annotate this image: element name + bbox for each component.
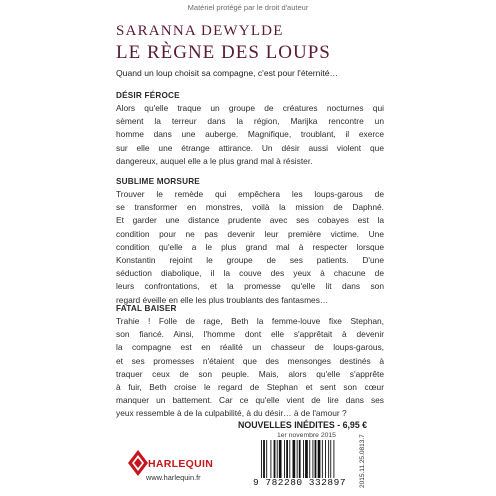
- blurb-line: à fuir, Beth croise le regard de Stephan et sent son cœur: [116, 382, 384, 393]
- barcode-number: 9 782280 332897: [253, 477, 347, 488]
- story-blurb: [116, 188, 384, 307]
- blurb-line: Trouver le remède qui empêchera les loups-garous de: [116, 189, 384, 199]
- barcode-bar: [274, 440, 276, 478]
- blurb-line: condition pour ne pas devenir leur première victime. Une: [116, 228, 384, 239]
- release-date: 1er novembre 2015: [277, 432, 336, 439]
- harlequin-diamond-icon: [128, 450, 148, 476]
- price-label: NOUVELLES INÉDITES - 6,95 €: [238, 420, 368, 430]
- side-code: 2015.11.25.0813.7: [359, 434, 366, 488]
- blurb-line: yeux ressemble à de la culpabilité, à du désir… à de l'amour ?: [116, 408, 347, 419]
- barcode-bars: [261, 440, 361, 478]
- blurb-line: la compagne est en réalité un chasseur de loups-garous,: [116, 342, 384, 353]
- publisher-logo: [128, 444, 214, 488]
- blurb-line: et ses promesses n'étaient que des mensonges destinés à: [116, 355, 384, 366]
- blurb-line: leurs confrontations, et la promesse qu'elle lit dans son: [116, 281, 384, 292]
- barcode-bar: [289, 440, 290, 478]
- barcode-bar: [303, 440, 304, 478]
- barcode-bar: [284, 440, 285, 478]
- barcode-bar: [279, 440, 282, 478]
- blurb-line: traquer ceux de son peuple. Mais, alors qu'elle s'apprête: [116, 368, 384, 379]
- barcode-bar: [315, 440, 317, 478]
- barcode-bar: [318, 440, 321, 478]
- barcode-bar: [305, 440, 308, 478]
- story-blurb: [116, 102, 384, 168]
- blurb-line: séduction diabolique, il la couve des yeux à chacune de: [116, 268, 384, 279]
- barcode-bar: [297, 440, 298, 478]
- blurb-line: Trahie ! Folle de rage, Beth la femme-louve fixe Stephan,: [116, 316, 384, 326]
- blurb-line: sur elle une étrange attirance. Un désir aussi violent que: [116, 142, 384, 153]
- blurb-line: son fiancé. Ainsi, l'homme dont elle s'apprêtait à devenir: [116, 329, 384, 340]
- blurb-line: sèment la terreur dans la région, Marijka rencontre un: [116, 116, 384, 127]
- tagline: Quand un loup choisit sa compagne, c'est pour l'éternité…: [116, 68, 339, 78]
- story-section-desir-feroce: [116, 91, 384, 168]
- blurb-line: Et garder une distance prudente avec ses cobayes est la: [116, 215, 384, 226]
- barcode-bar: [322, 440, 323, 478]
- blurb-line: homme dans une auberge. Magnifique, troublant, il exerce: [116, 129, 384, 140]
- barcode: [253, 440, 363, 488]
- series-title: LE RÈGNE DES LOUPS: [116, 42, 331, 63]
- story-heading: FATAL BAISER: [116, 304, 177, 313]
- story-blurb: [116, 315, 384, 421]
- barcode-bar: [330, 440, 331, 478]
- copyright-notice: Matériel protégé par le droit d'auteur: [187, 3, 309, 12]
- barcode-bar: [266, 440, 267, 478]
- blurb-line: dangereux, auquel elle a le plus grand mal à résister.: [116, 155, 313, 166]
- barcode-bar: [299, 440, 301, 478]
- blurb-line: se transformer en monstres, voilà la mission de Daphné.: [116, 202, 384, 213]
- story-heading: SUBLIME MORSURE: [116, 177, 200, 186]
- publisher-name: HARLEQUIN: [148, 458, 214, 470]
- barcode-bar: [325, 440, 326, 478]
- blurb-line: Alors qu'elle traque un groupe de créatures nocturnes qui: [116, 103, 384, 113]
- author-name: SARANNA DEWYLDE: [116, 23, 284, 39]
- barcode-bar: [263, 440, 265, 478]
- publisher-url[interactable]: www.harlequin.fr: [146, 473, 201, 482]
- blurb-line: manquer un battement. Car ce qu'elle vient de lire dans ses: [116, 395, 384, 406]
- blurb-line: regard éveille en elle les plus troublants des fantasmes…: [116, 294, 329, 305]
- barcode-bar: [333, 440, 334, 478]
- story-section-fatal-baiser: [116, 304, 384, 421]
- book-back-cover: [110, 0, 386, 496]
- blurb-line: Konstantin rejoint le groupe de ses patients. D'une: [116, 255, 384, 266]
- story-heading: DÉSIR FÉROCE: [116, 91, 180, 100]
- barcode-bar: [270, 440, 271, 478]
- story-section-sublime-morsure: [116, 177, 384, 307]
- barcode-bar: [293, 440, 296, 478]
- barcode-bar: [286, 440, 288, 478]
- barcode-bar: [261, 440, 262, 478]
- blurb-line: condition qu'elle a le plus grand mal à respecter lorsque: [116, 241, 384, 252]
- barcode-bar: [312, 440, 313, 478]
- barcode-bar: [309, 440, 310, 478]
- barcode-bar: [277, 440, 278, 478]
- barcode-bar: [328, 440, 329, 478]
